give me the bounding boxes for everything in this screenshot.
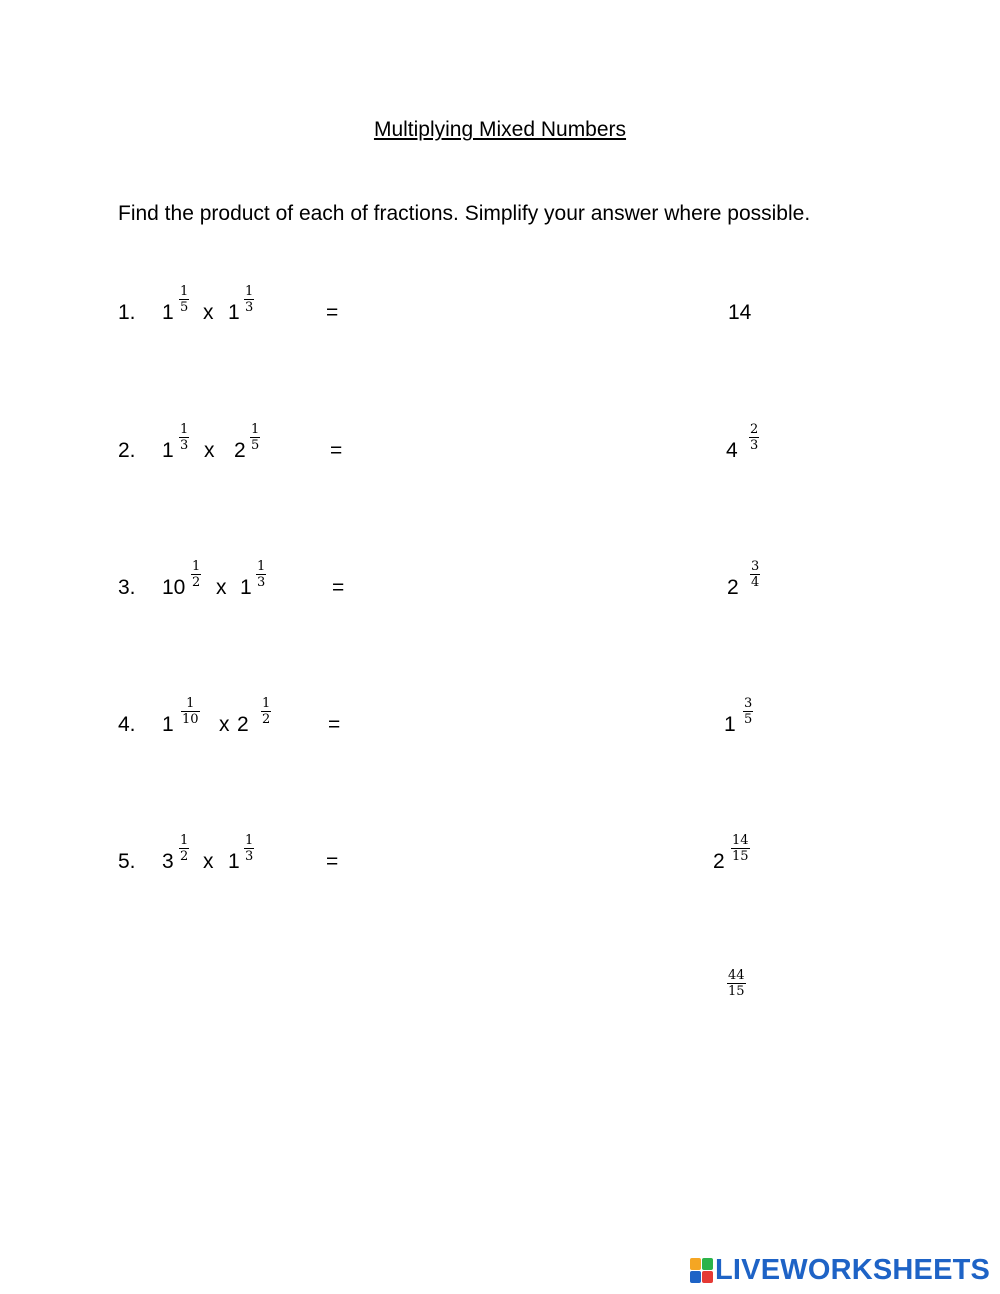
numerator: 1 — [192, 559, 201, 574]
mixed-whole: 2 — [234, 439, 246, 462]
mixed-whole: 2 — [237, 713, 249, 736]
fraction — [256, 559, 266, 590]
extra-answer-fraction — [727, 968, 746, 999]
mixed-whole: 1 — [228, 850, 240, 873]
answer-fraction — [743, 696, 753, 727]
numerator: 3 — [744, 696, 753, 711]
denominator: 2 — [180, 849, 189, 864]
denominator: 3 — [180, 438, 189, 453]
fraction — [244, 284, 254, 315]
equals-sign: = — [332, 576, 345, 599]
equals-sign: = — [326, 850, 339, 873]
fraction — [179, 833, 189, 864]
equals-sign: = — [326, 301, 339, 324]
problem-row-3 — [0, 557, 1000, 617]
fraction — [179, 422, 189, 453]
mixed-whole: 1 — [228, 301, 240, 324]
numerator: 1 — [180, 284, 189, 299]
denominator: 3 — [245, 300, 254, 315]
fraction — [181, 696, 200, 727]
fraction — [261, 696, 271, 727]
denominator: 15 — [732, 849, 749, 864]
numerator: 1 — [245, 833, 254, 848]
denominator: 3 — [245, 849, 254, 864]
answer-fraction — [731, 833, 750, 864]
denominator: 5 — [251, 438, 260, 453]
denominator: 5 — [744, 712, 753, 727]
answer-fraction — [750, 559, 760, 590]
answer-whole: 14 — [728, 301, 752, 324]
denominator: 4 — [751, 575, 760, 590]
mixed-whole: 1 — [162, 439, 174, 462]
multiply-sign: x — [219, 713, 230, 736]
answer-whole: 1 — [724, 713, 736, 736]
worksheet-title: Multiplying Mixed Numbers — [373, 118, 627, 141]
multiply-sign: x — [203, 850, 214, 873]
multiply-sign: x — [204, 439, 215, 462]
fraction — [191, 559, 201, 590]
denominator: 10 — [182, 712, 199, 727]
numerator: 1 — [245, 284, 254, 299]
answer-fraction — [749, 422, 759, 453]
fraction — [244, 833, 254, 864]
problem-number: 3. — [118, 576, 136, 599]
problem-number: 1. — [118, 301, 136, 324]
mixed-whole: 1 — [162, 713, 174, 736]
problem-row-5 — [0, 831, 1000, 891]
denominator: 2 — [262, 712, 271, 727]
numerator: 44 — [728, 968, 745, 983]
numerator: 1 — [186, 696, 195, 711]
equals-sign: = — [330, 439, 343, 462]
problem-number: 4. — [118, 713, 136, 736]
multiply-sign: x — [216, 576, 227, 599]
problem-row-1 — [0, 282, 1000, 342]
numerator: 1 — [180, 833, 189, 848]
instructions-text: Find the product of each of fractions. Simplify your answer where possible. — [118, 202, 811, 225]
numerator: 14 — [732, 833, 749, 848]
multiply-sign: x — [203, 301, 214, 324]
answer-whole: 4 — [726, 439, 738, 462]
mixed-whole: 10 — [162, 576, 186, 599]
logo-text: LIVEWORKSHEETS — [715, 1254, 991, 1286]
answer-whole: 2 — [713, 850, 725, 873]
problem-row-4 — [0, 694, 1000, 754]
answer-whole: 2 — [727, 576, 739, 599]
liveworksheets-logo[interactable] — [690, 1255, 990, 1285]
fraction — [250, 422, 260, 453]
numerator: 3 — [751, 559, 760, 574]
problem-row-2 — [0, 420, 1000, 480]
denominator: 2 — [192, 575, 201, 590]
mixed-whole: 1 — [240, 576, 252, 599]
numerator: 1 — [262, 696, 271, 711]
numerator: 2 — [750, 422, 759, 437]
mixed-whole: 1 — [162, 301, 174, 324]
numerator: 1 — [257, 559, 266, 574]
problem-number: 5. — [118, 850, 136, 873]
mixed-whole: 3 — [162, 850, 174, 873]
denominator: 3 — [257, 575, 266, 590]
liveworksheets-logo-icon — [690, 1258, 712, 1282]
numerator: 1 — [251, 422, 260, 437]
denominator: 3 — [750, 438, 759, 453]
equals-sign: = — [328, 713, 341, 736]
fraction — [179, 284, 189, 315]
numerator: 1 — [180, 422, 189, 437]
problem-number: 2. — [118, 439, 136, 462]
denominator: 15 — [728, 984, 745, 999]
denominator: 5 — [180, 300, 189, 315]
